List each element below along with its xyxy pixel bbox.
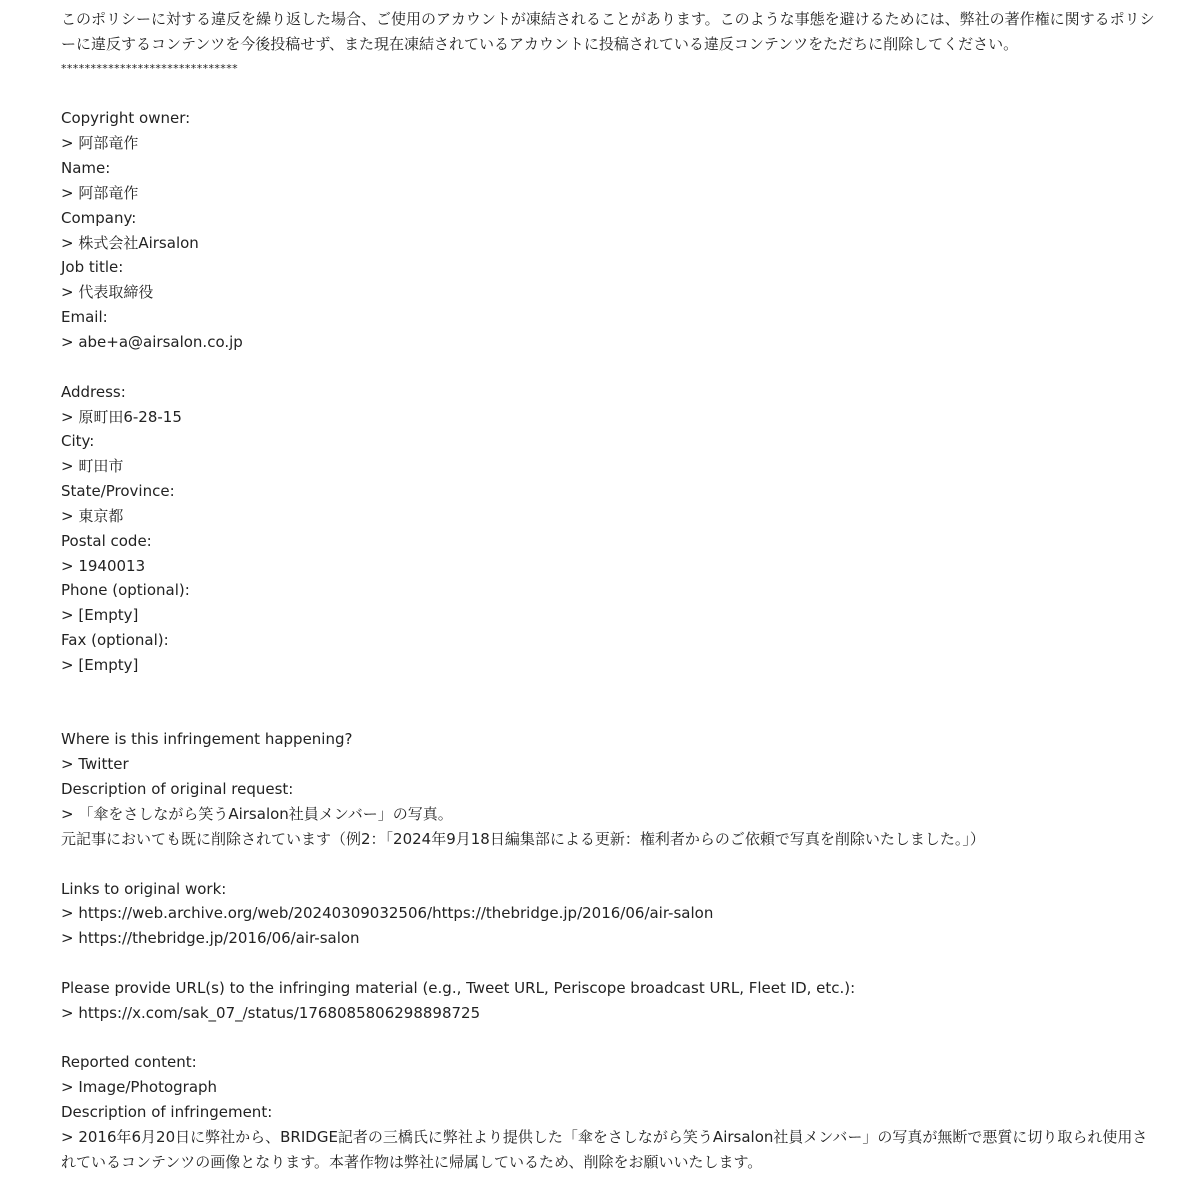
blank-line: [61, 678, 1158, 728]
name-label: Name:: [61, 159, 111, 178]
reported-content-label: Reported content:: [61, 1053, 197, 1072]
state-label: State/Province:: [61, 482, 175, 501]
city-value: > 町田市: [61, 457, 124, 476]
infringement-description-label: Description of infringement:: [61, 1103, 273, 1122]
fax-label: Fax (optional):: [61, 631, 169, 650]
original-request-value: > 「傘をさしながら笑うAirsalon社員メンバー」の写真。: [61, 805, 453, 823]
original-request-label: Description of original request:: [61, 780, 294, 799]
policy-warning-text: このポリシーに対する違反を繰り返した場合、ご使用のアカウントが凍結されることがあります。このような事態を避けるためには、弊社の著作権に関するポリシーに違反するコンテンツを今後投稿せず、また現在凍結されているアカウントに投稿されている違反コンテンツをただちに削除してください。: [61, 10, 1155, 53]
original-links-label: Links to original work:: [61, 879, 227, 898]
infringing-url[interactable]: > https://x.com/sak_07_/status/1768085806298898725: [61, 1003, 481, 1022]
postal-code-label: Postal code:: [61, 531, 152, 550]
name-value: > 阿部竜作: [61, 183, 139, 202]
phone-label: Phone (optional):: [61, 581, 190, 600]
phone-value: > [Empty]: [61, 606, 139, 625]
original-link-bridge[interactable]: > https://thebridge.jp/2016/06/air-salon: [61, 929, 360, 948]
infringement-description-value: > 2016年6月20日に弊社から、BRIDGE記者の三橋氏に弊社より提供した「傘をさしながら笑うAirsalon社員メンバー」の写真が無断で悪質に切り取られ使用されているコンテンツの画像となります。本著作物は弊社に帰属しているため、削除をお願いいたします。: [61, 1127, 1148, 1171]
reported-content-value: > Image/Photograph: [61, 1078, 218, 1097]
fax-value: > [Empty]: [61, 655, 139, 674]
infringement-location-label: Where is this infringement happening?: [61, 730, 353, 749]
job-title-value: > 代表取締役: [61, 283, 154, 302]
blank-line: [61, 951, 1158, 976]
company-label: Company:: [61, 208, 137, 227]
infringement-section: [61, 727, 1158, 1174]
copyright-owner-value: > 阿部竜作: [61, 134, 139, 153]
address-section: [61, 380, 1158, 678]
email-value: > abe+a@airsalon.co.jp: [61, 332, 243, 351]
city-label: City:: [61, 432, 95, 451]
infringing-urls-label: Please provide URL(s) to the infringing material (e.g., Tweet URL, Periscope broadcast URL, Fleet ID, etc.):: [61, 978, 856, 997]
state-value: > 東京都: [61, 506, 124, 525]
original-link-archive[interactable]: > https://web.archive.org/web/20240309032506/https://thebridge.jp/2016/06/air-salon: [61, 904, 714, 923]
infringement-location-value: > Twitter: [61, 755, 129, 774]
separator-line: ******************************: [61, 61, 238, 75]
address-value: > 原町田6-28-15: [61, 407, 182, 426]
blank-line: [61, 852, 1158, 877]
blank-line: [61, 82, 1158, 107]
blank-line: [61, 1026, 1158, 1051]
company-value: > 株式会社Airsalon: [61, 233, 199, 252]
address-label: Address:: [61, 382, 126, 401]
email-label: Email:: [61, 308, 108, 327]
original-request-note: 元記事においても既に削除されています（例2：「2024年9月18日編集部による更新：権利者からのご依頼で写真を削除いたしました。」）: [61, 829, 985, 848]
postal-code-value: > 1940013: [61, 556, 146, 575]
job-title-label: Job title:: [61, 258, 124, 277]
blank-line: [61, 355, 1158, 380]
copyright-owner-label: Copyright owner:: [61, 109, 191, 128]
contact-section: [61, 106, 1158, 354]
